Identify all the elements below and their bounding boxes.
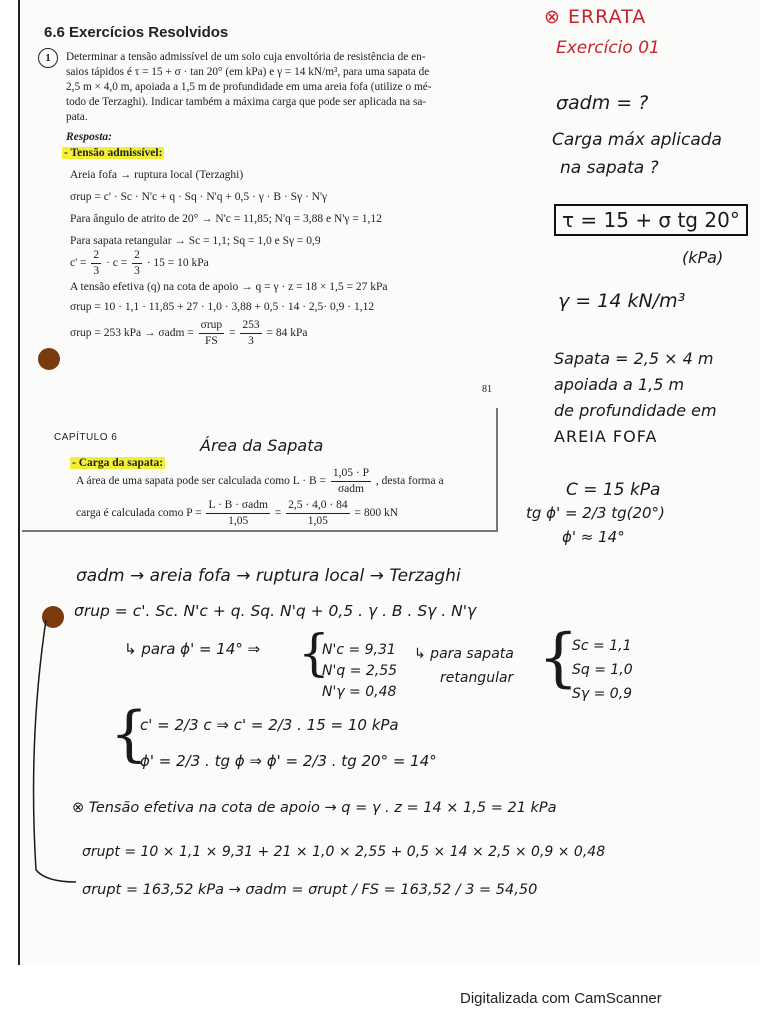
effective-stress: ⊗ Tensão efetiva na cota de apoio → q = γ . z = 14 × 1,5 = 21 kPa — [72, 800, 557, 816]
problem-line: pata. — [66, 111, 88, 123]
area-sapata-label: Área da Sapata — [200, 436, 324, 455]
solution-line: Areia fofa → ruptura local (Terzaghi) — [70, 169, 244, 181]
problem-line: todo de Terzaghi). Indicar também a máxima carga que pode ser aplicada na sa- — [66, 96, 427, 108]
area-line: A área de uma sapata pode ser calculada como L · B = $\frac{1,05 \cdot P}{\text{σadm}}$ , desta forma a — [76, 467, 444, 495]
solution-lines — [70, 164, 500, 252]
tau-envelope-box: τ = 15 + σ tg 20° — [554, 204, 748, 236]
shape-factors — [572, 634, 633, 706]
admissible-result: σrupt = 163,52 kPa → σadm = σrupt / FS = 163,52 / 3 = 54,50 — [82, 882, 538, 898]
phi-calculation: ϕ' = 2/3 . tg ϕ ⇒ ϕ' = 2/3 . tg 20° = 14° — [140, 752, 437, 770]
kpa-unit: (kPa) — [682, 248, 724, 267]
para-sapata-label: ↳ para sapata — [414, 646, 514, 662]
n-brace: { — [298, 624, 330, 682]
cohesion-value: C = 15 kPa — [566, 480, 661, 500]
para-phi-label: ↳ para ϕ' = 14° ⇒ — [124, 640, 261, 658]
chapter-label: CAPÍTULO 6 — [54, 432, 118, 443]
s-brace: { — [538, 621, 579, 695]
sapata-line: de profundidade em — [554, 401, 717, 420]
question-carga-2: na sapata ? — [560, 158, 659, 178]
section-title: 6.6 Exercícios Resolvidos — [44, 24, 229, 41]
phi-value: ϕ' ≈ 14° — [562, 528, 625, 546]
method-chain: σadm → areia fofa → ruptura local → Terzaghi — [76, 566, 461, 586]
solution-line: Para ângulo de atrito de 20° → N'c = 11,85; N'q = 3,88 e N'γ = 1,12 — [70, 213, 382, 225]
bearing-factor: N'c = 9,31 — [322, 642, 396, 658]
sapata-line: AREIA FOFA — [554, 427, 658, 446]
bearing-factors — [322, 640, 397, 703]
problem-line: Determinar a tensão admissível de um solo cuja envoltória de resistência de en- — [66, 51, 426, 63]
problem-line: saios tápidos é τ = 15 + σ · tan 20° (em kPa) e γ = 14 kN/m³, para uma sapata de — [66, 66, 430, 78]
binder-hole — [38, 348, 60, 370]
phi-relation: tg ϕ' = 2/3 tg(20°) — [526, 504, 665, 522]
q-line: A tensão efetiva (q) na cota de apoio → q = γ · z = 18 × 1,5 = 27 kPa — [70, 281, 388, 293]
carga-heading: - Carga da sapata: — [72, 457, 164, 469]
camscanner-watermark: Digitalizada com CamScanner — [460, 990, 662, 1007]
retangular-label: retangular — [440, 670, 514, 686]
bearing-factor: N'q = 2,55 — [322, 663, 398, 679]
gamma-value: γ = 14 kN/m³ — [558, 290, 686, 312]
solution-line: σrup = c' · Sc · N'c + q · Sq · N'q + 0,5 · γ · B · Sγ · N'γ — [70, 191, 328, 203]
rupture-calculation: σrupt = 10 × 1,1 × 9,31 + 21 × 1,0 × 2,55 + 0,5 × 14 × 2,5 × 0,9 × 0,48 — [82, 844, 606, 860]
c-phi-brace: { — [110, 699, 149, 769]
problem-line: 2,5 m × 4,0 m, apoiada a 1,5 m de profundidade em uma areia fofa (utilize o mé- — [66, 81, 432, 93]
shape-factor: Sc = 1,1 — [572, 638, 632, 654]
problem-statement — [66, 50, 496, 125]
shape-factor: Sγ = 0,9 — [572, 686, 633, 702]
page-number: 81 — [482, 384, 492, 395]
adm-line: σrup = 253 kPa → σadm = $\frac{\text{σrup}}{FS}$ = $\frac{253}{3}$ = 84 kPa — [70, 319, 308, 347]
sapata-description — [554, 346, 717, 450]
rupture-formula: σrup = c'. Sc. N'c + q. Sq. N'q + 0,5 . γ . B . Sγ . N'γ — [74, 602, 477, 620]
question-carga-1: Carga máx aplicada — [552, 130, 722, 150]
c-calculation: c' = 2/3 c ⇒ c' = 2/3 . 15 = 10 kPa — [140, 716, 399, 734]
bearing-factor: N'γ = 0,48 — [322, 684, 397, 700]
errata-heading: ⊗ ERRATA — [544, 6, 647, 28]
sapata-line: apoiada a 1,5 m — [554, 375, 685, 394]
c-line: c' = $\frac{2}{3}$ · c = $\frac{2}{3}$ · 15 = 10 kPa — [70, 249, 209, 277]
exercicio-label: Exercício 01 — [556, 38, 660, 58]
resposta-label: Resposta: — [66, 131, 112, 143]
exercise-number: 1 — [38, 48, 58, 68]
sapata-line: Sapata = 2,5 × 4 m — [554, 349, 714, 368]
shape-factor: Sq = 1,0 — [572, 662, 633, 678]
rup-line: σrup = 10 · 1,1 · 11,85 + 27 · 1,0 · 3,88 + 0,5 · 14 · 2,5· 0,9 · 1,12 — [70, 301, 375, 313]
question-adm: σadm = ? — [556, 92, 649, 114]
solution-line: Para sapata retangular → Sc = 1,1; Sq = 1,0 e Sγ = 0,9 — [70, 235, 321, 247]
carga-line: carga é calculada como P = $\frac{\text{L · B · σadm}}{1,05}$ = $\frac{2,5 \cdot 4,0 \cdot 84}{1,05}$ = 800 kN — [76, 499, 398, 527]
tensao-heading: - Tensão admissível: — [64, 147, 163, 159]
arrow-curve — [26, 620, 86, 890]
